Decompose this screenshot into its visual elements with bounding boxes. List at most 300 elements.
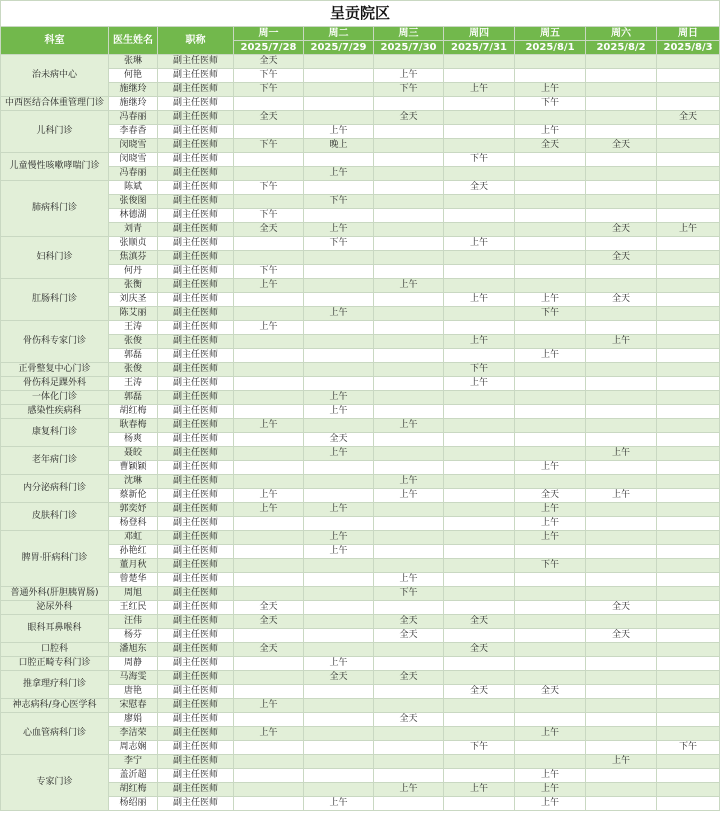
doctor-title-cell: 副主任医师 [158,97,234,111]
table-row [1,531,720,545]
department-cell: 口腔正畸专科门诊 [1,657,109,671]
table-row [1,69,720,83]
schedule-cell [304,713,374,727]
schedule-cell [657,727,720,741]
schedule-cell: 上午 [234,419,304,433]
table-row [1,699,720,713]
table-row [1,181,720,195]
table-row [1,615,720,629]
department-cell: 脾胃·肝病科门诊 [1,531,109,587]
schedule-cell: 上午 [515,83,586,97]
table-row [1,601,720,615]
doctor-title-cell: 副主任医师 [158,489,234,503]
doctor-name-cell: 曹颖颖 [109,461,158,475]
schedule-cell: 全天 [234,55,304,69]
schedule-cell: 上午 [234,489,304,503]
schedule-cell [444,769,515,783]
table-row [1,237,720,251]
schedule-cell [515,545,586,559]
doctor-title-cell: 副主任医师 [158,181,234,195]
schedule-cell [657,769,720,783]
schedule-cell [657,335,720,349]
header-date: 2025/8/3 [657,41,720,55]
schedule-cell [586,405,657,419]
department-cell: 感染性疾病科 [1,405,109,419]
header-day: 周四 [444,27,515,41]
schedule-cell [657,321,720,335]
doctor-name-cell: 郭磊 [109,349,158,363]
schedule-cell [515,671,586,685]
doctor-title-cell: 副主任医师 [158,657,234,671]
doctor-name-cell: 沈琳 [109,475,158,489]
header-rank: 职称 [158,27,234,55]
schedule-cell [657,181,720,195]
schedule-cell [304,265,374,279]
schedule-cell: 上午 [234,699,304,713]
schedule-cell [234,97,304,111]
schedule-cell [444,391,515,405]
doctor-title-cell: 副主任医师 [158,475,234,489]
schedule-cell [586,713,657,727]
header-day: 周五 [515,27,586,41]
doctor-title-cell: 副主任医师 [158,447,234,461]
schedule-cell: 上午 [234,279,304,293]
schedule-cell [304,419,374,433]
doctor-title-cell: 副主任医师 [158,139,234,153]
schedule-cell [657,83,720,97]
schedule-cell [444,209,515,223]
schedule-cell: 下午 [374,83,444,97]
schedule-cell [657,475,720,489]
department-cell: 口腔科 [1,643,109,657]
schedule-cell [444,545,515,559]
department-cell: 心血管病科门诊 [1,713,109,755]
schedule-cell [444,55,515,69]
schedule-cell: 上午 [515,125,586,139]
schedule-cell [374,461,444,475]
schedule-cell [657,405,720,419]
schedule-cell [586,237,657,251]
doctor-title-cell: 副主任医师 [158,195,234,209]
department-cell: 肺病科门诊 [1,181,109,237]
schedule-cell [444,195,515,209]
schedule-cell [657,545,720,559]
schedule-cell: 下午 [234,69,304,83]
schedule-cell [304,643,374,657]
schedule-cell [304,461,374,475]
schedule-cell [586,97,657,111]
schedule-cell [444,699,515,713]
header-day: 周三 [374,27,444,41]
schedule-cell [657,573,720,587]
schedule-cell: 全天 [374,111,444,125]
schedule-cell [234,461,304,475]
schedule-cell: 全天 [444,615,515,629]
schedule-cell [515,209,586,223]
schedule-cell [586,83,657,97]
schedule-cell [444,265,515,279]
table-row [1,335,720,349]
schedule-cell [444,125,515,139]
header-doctor: 医生姓名 [109,27,158,55]
schedule-cell [515,377,586,391]
schedule-cell [657,503,720,517]
schedule-cell [515,699,586,713]
department-cell: 妇科门诊 [1,237,109,279]
header-date: 2025/8/2 [586,41,657,55]
schedule-cell: 全天 [444,643,515,657]
schedule-cell: 上午 [444,237,515,251]
schedule-cell [444,475,515,489]
schedule-cell: 下午 [234,139,304,153]
doctor-title-cell: 副主任医师 [158,545,234,559]
schedule-cell [444,503,515,517]
schedule-cell [234,797,304,811]
schedule-cell [234,545,304,559]
schedule-cell [515,321,586,335]
schedule-cell: 全天 [586,139,657,153]
table-row [1,489,720,503]
table-row [1,545,720,559]
schedule-cell [515,167,586,181]
schedule-cell [304,769,374,783]
table-row [1,657,720,671]
department-cell: 正骨整复中心门诊 [1,363,109,377]
schedule-cell [444,629,515,643]
doctor-name-cell: 董月秋 [109,559,158,573]
schedule-cell [657,531,720,545]
schedule-cell [586,741,657,755]
schedule-cell: 上午 [304,797,374,811]
department-cell: 肛肠科门诊 [1,279,109,321]
table-row [1,671,720,685]
table-row [1,167,720,181]
schedule-cell [374,391,444,405]
schedule-cell [234,475,304,489]
schedule-cell [374,335,444,349]
header-dept: 科室 [1,27,109,55]
schedule-cell [374,643,444,657]
doctor-title-cell: 副主任医师 [158,503,234,517]
doctor-title-cell: 副主任医师 [158,517,234,531]
schedule-cell: 上午 [515,349,586,363]
schedule-cell [586,559,657,573]
doctor-title-cell: 副主任医师 [158,377,234,391]
table-row [1,125,720,139]
table-row [1,517,720,531]
schedule-cell [304,755,374,769]
schedule-cell [444,489,515,503]
doctor-name-cell: 潘旭东 [109,643,158,657]
table-row [1,83,720,97]
schedule-cell [304,377,374,391]
schedule-cell [374,237,444,251]
table-row [1,573,720,587]
schedule-cell [657,139,720,153]
department-cell: 神志病科/身心医学科 [1,699,109,713]
doctor-title-cell: 副主任医师 [158,643,234,657]
schedule-cell [657,377,720,391]
doctor-name-cell: 林德湖 [109,209,158,223]
schedule-cell [374,601,444,615]
doctor-title-cell: 副主任医师 [158,601,234,615]
doctor-title-cell: 副主任医师 [158,629,234,643]
doctor-title-cell: 副主任医师 [158,293,234,307]
schedule-cell [515,195,586,209]
table-row [1,755,720,769]
schedule-cell [515,755,586,769]
schedule-cell [586,209,657,223]
schedule-cell [234,685,304,699]
schedule-cell [444,461,515,475]
header-day: 周一 [234,27,304,41]
schedule-cell [657,69,720,83]
schedule-cell [304,251,374,265]
schedule-cell [657,517,720,531]
doctor-name-cell: 李宁 [109,755,158,769]
schedule-cell [304,699,374,713]
schedule-cell: 上午 [374,489,444,503]
table-row [1,783,720,797]
schedule-cell: 上午 [374,279,444,293]
schedule-cell [374,727,444,741]
doctor-name-cell: 何艳 [109,69,158,83]
header-date: 2025/7/28 [234,41,304,55]
schedule-cell: 全天 [234,615,304,629]
schedule-cell [234,153,304,167]
header-date: 2025/7/31 [444,41,515,55]
schedule-cell: 上午 [586,755,657,769]
schedule-cell [586,797,657,811]
schedule-cell [657,671,720,685]
schedule-cell [444,111,515,125]
department-cell: 普通外科(肝胆胰胃肠) [1,587,109,601]
schedule-cell [586,391,657,405]
doctor-name-cell: 刘青 [109,223,158,237]
doctor-name-cell: 曾楚华 [109,573,158,587]
doctor-title-cell: 副主任医师 [158,69,234,83]
doctor-name-cell: 盖沂超 [109,769,158,783]
schedule-cell [234,349,304,363]
table-row [1,293,720,307]
schedule-cell [444,279,515,293]
schedule-cell [586,503,657,517]
doctor-title-cell: 副主任医师 [158,405,234,419]
doctor-name-cell: 张俊图 [109,195,158,209]
schedule-cell [657,391,720,405]
schedule-cell [657,251,720,265]
schedule-cell [657,307,720,321]
schedule-cell: 下午 [304,237,374,251]
page-title: 呈贡院区 [1,1,720,27]
header-day: 周日 [657,27,720,41]
doctor-title-cell: 副主任医师 [158,321,234,335]
department-cell: 专家门诊 [1,755,109,811]
doctor-name-cell: 胡红梅 [109,783,158,797]
schedule-cell [444,573,515,587]
schedule-cell: 下午 [515,307,586,321]
schedule-cell: 上午 [304,545,374,559]
schedule-cell [515,181,586,195]
table-row [1,321,720,335]
schedule-cell [515,587,586,601]
doctor-title-cell: 副主任医师 [158,461,234,475]
schedule-cell: 全天 [304,671,374,685]
doctor-title-cell: 副主任医师 [158,279,234,293]
schedule-cell [374,433,444,447]
doctor-name-cell: 郭磊 [109,391,158,405]
doctor-title-cell: 副主任医师 [158,251,234,265]
schedule-cell: 上午 [234,503,304,517]
schedule-body [1,55,720,811]
table-row [1,713,720,727]
schedule-cell [304,615,374,629]
schedule-cell [304,559,374,573]
schedule-cell: 下午 [515,97,586,111]
table-row [1,97,720,111]
schedule-cell: 下午 [657,741,720,755]
table-row [1,741,720,755]
table-row [1,265,720,279]
doctor-name-cell: 周静 [109,657,158,671]
schedule-cell [374,153,444,167]
doctor-name-cell: 周旭 [109,587,158,601]
schedule-cell [657,265,720,279]
doctor-name-cell: 杨绍丽 [109,797,158,811]
schedule-cell [374,447,444,461]
doctor-name-cell: 冯春丽 [109,111,158,125]
schedule-cell [444,447,515,461]
doctor-name-cell: 李春香 [109,125,158,139]
schedule-cell: 全天 [586,223,657,237]
schedule-cell: 上午 [586,447,657,461]
department-cell: 康复科门诊 [1,419,109,447]
table-row [1,503,720,517]
schedule-cell: 上午 [304,405,374,419]
schedule-cell: 晚上 [304,139,374,153]
schedule-cell: 上午 [444,293,515,307]
table-row [1,223,720,237]
doctor-name-cell: 周志娴 [109,741,158,755]
schedule-cell [515,741,586,755]
schedule-cell [657,279,720,293]
schedule-cell [374,209,444,223]
schedule-cell [515,363,586,377]
schedule-cell [374,55,444,69]
schedule-cell [234,447,304,461]
doctor-title-cell: 副主任医师 [158,237,234,251]
schedule-cell: 全天 [586,293,657,307]
table-row [1,377,720,391]
schedule-cell: 上午 [515,517,586,531]
schedule-cell [586,657,657,671]
schedule-cell: 全天 [586,251,657,265]
doctor-name-cell: 耿春梅 [109,419,158,433]
doctor-name-cell: 杨登科 [109,517,158,531]
schedule-cell: 上午 [515,727,586,741]
doctor-title-cell: 副主任医师 [158,307,234,321]
schedule-cell [234,377,304,391]
schedule-cell [234,629,304,643]
doctor-title-cell: 副主任医师 [158,335,234,349]
doctor-title-cell: 副主任医师 [158,363,234,377]
schedule-cell: 上午 [515,293,586,307]
table-row [1,391,720,405]
schedule-cell [234,517,304,531]
schedule-cell: 下午 [515,559,586,573]
schedule-cell [586,727,657,741]
doctor-title-cell: 副主任医师 [158,797,234,811]
schedule-cell [304,279,374,293]
schedule-cell [515,111,586,125]
schedule-cell [657,657,720,671]
table-row [1,363,720,377]
schedule-cell [234,587,304,601]
schedule-cell: 全天 [515,139,586,153]
schedule-cell [657,363,720,377]
schedule-cell: 全天 [444,181,515,195]
doctor-name-cell: 施继玲 [109,83,158,97]
schedule-cell [515,69,586,83]
schedule-cell [304,83,374,97]
table-row [1,251,720,265]
doctor-title-cell: 副主任医师 [158,391,234,405]
doctor-title-cell: 副主任医师 [158,573,234,587]
doctor-name-cell: 邓虹 [109,531,158,545]
schedule-cell [234,755,304,769]
schedule-cell: 上午 [515,797,586,811]
schedule-cell [444,251,515,265]
schedule-cell: 下午 [234,209,304,223]
schedule-cell [657,643,720,657]
doctor-title-cell: 副主任医师 [158,741,234,755]
schedule-cell [515,237,586,251]
schedule-cell: 上午 [374,69,444,83]
schedule-cell [657,167,720,181]
doctor-name-cell: 闵晓雪 [109,139,158,153]
schedule-cell: 下午 [234,181,304,195]
schedule-cell [515,391,586,405]
schedule-cell [374,559,444,573]
schedule-cell [444,223,515,237]
doctor-name-cell: 冯春丽 [109,167,158,181]
schedule-cell: 上午 [304,657,374,671]
schedule-cell [657,55,720,69]
table-row [1,769,720,783]
schedule-cell: 上午 [515,769,586,783]
table-row [1,209,720,223]
schedule-cell [515,475,586,489]
schedule-cell [586,349,657,363]
schedule-cell [586,195,657,209]
doctor-title-cell: 副主任医师 [158,433,234,447]
table-row [1,727,720,741]
schedule-cell [515,433,586,447]
schedule-cell [374,405,444,419]
schedule-cell [304,601,374,615]
schedule-cell [374,769,444,783]
department-cell: 骨伤科足踝外科 [1,377,109,391]
table-row [1,433,720,447]
doctor-name-cell: 胡红梅 [109,405,158,419]
doctor-name-cell: 蔡新伦 [109,489,158,503]
schedule-cell [586,475,657,489]
doctor-name-cell: 陈斌 [109,181,158,195]
schedule-cell: 上午 [304,167,374,181]
schedule-cell: 上午 [657,223,720,237]
schedule-cell [586,181,657,195]
schedule-cell [304,97,374,111]
